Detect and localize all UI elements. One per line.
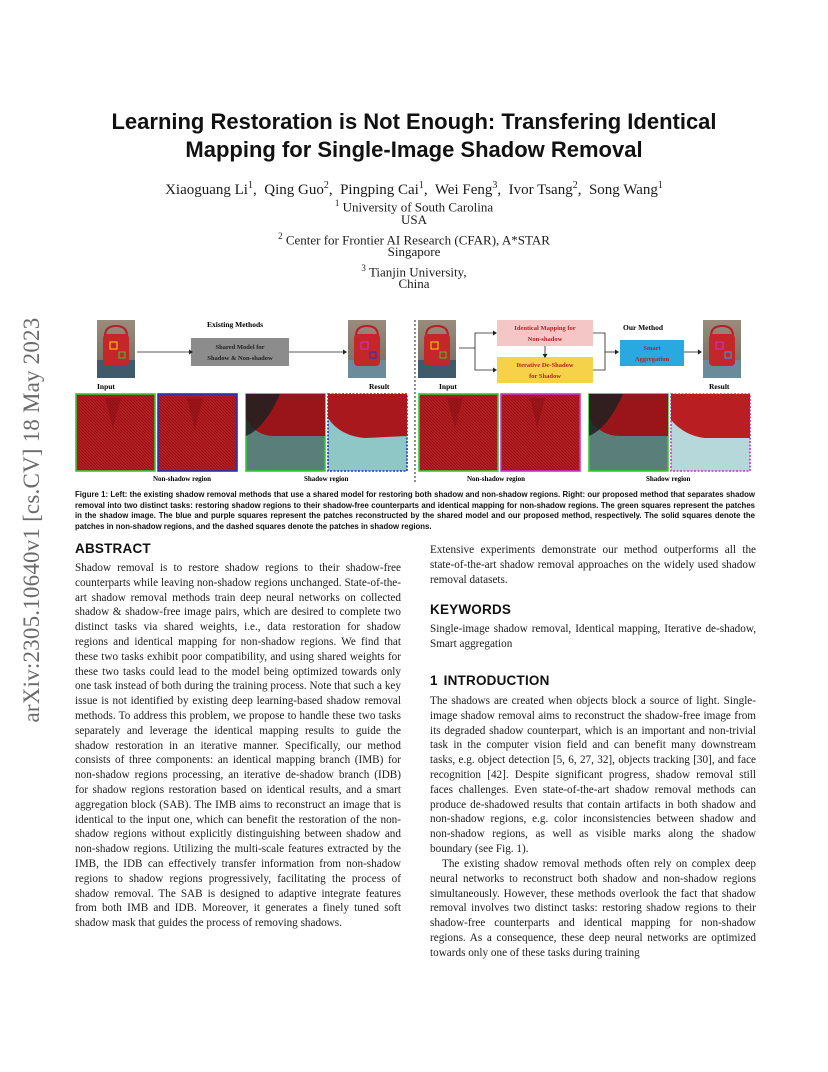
- left-result-label: Result: [369, 382, 390, 391]
- author-list: Xiaoguang Li$^1$, Qing Guo$^2$, Pingping Cai$^1$, Wei Feng$^3$, Ivor Tsang$^2$, Song Wang$^1$: [165, 180, 663, 198]
- title-line-2: Mapping for Single-Image Shadow Removal: [185, 137, 643, 162]
- identical-mapping-line-1: Identical Mapping for: [514, 325, 576, 332]
- arxiv-stamp: arXiv:2305.10640v1 [cs.CV] 18 May 2023: [19, 317, 44, 723]
- author: Ivor Tsang$^2$: [508, 180, 578, 198]
- affiliation-1-country: USA: [400, 212, 427, 227]
- affiliation-1: $^1$ University of South Carolina: [334, 198, 494, 215]
- title-line-1: Learning Restoration is Not Enough: Transfering Identical: [111, 109, 717, 134]
- author: Pingping Cai$^1$: [340, 180, 424, 198]
- author: Song Wang$^1$: [588, 180, 663, 198]
- right-result-image: [703, 320, 741, 378]
- right-result-label: Result: [709, 382, 730, 391]
- abstract-continuation: Extensive experiments demonstrate our method outperforms all the state-of-the-art shadow removal approaches on the widely used shadow removal datasets.: [430, 544, 756, 586]
- left-shadow-patch-shared: [328, 394, 407, 471]
- affiliation-2: $^2$ Center for Frontier AI Research (CFAR), A*STAR: [278, 231, 550, 248]
- iterative-deshadow-line-2: for Shadow: [529, 373, 561, 380]
- affiliation-3-country: China: [398, 276, 430, 291]
- right-nonshadow-patch-input: [419, 394, 498, 471]
- right-input-label: Input: [439, 382, 457, 391]
- figure-1-graphic: [75, 318, 755, 486]
- left-input-label: Input: [97, 382, 115, 391]
- affiliation-2-country: Singapore: [387, 244, 441, 259]
- left-nonshadow-patch-shared: [158, 394, 237, 471]
- author: Xiaoguang Li$^1$: [165, 180, 253, 198]
- arxiv-stamp-container: [10, 270, 54, 770]
- paper-title: [80, 108, 748, 164]
- right-input-image: [418, 320, 456, 378]
- iterative-deshadow-line-1: Iterative De-Shadow: [516, 362, 574, 369]
- keywords-body: Single-image shadow removal, Identical mapping, Iterative de-shadow, Smart aggregation: [430, 623, 756, 650]
- right-shadow-patch-input: [589, 394, 668, 471]
- author: Wei Feng$^3$: [434, 180, 498, 198]
- smart-aggregation-line-2: Aggregation: [634, 356, 670, 363]
- right-shadow-label: Shadow region: [646, 475, 691, 483]
- shared-model-line-2: Shadow & Non-shadow: [207, 355, 273, 362]
- author: Qing Guo$^2$: [264, 180, 329, 198]
- left-shadow-label: Shadow region: [304, 475, 349, 483]
- right-nonshadow-patch-ours: [501, 394, 580, 471]
- keywords-heading: KEYWORDS: [430, 602, 512, 617]
- left-nonshadow-label: Non-shadow region: [153, 475, 212, 483]
- shared-model-line-1: Shared Model for: [215, 344, 265, 351]
- left-nonshadow-patch-input: [76, 394, 155, 471]
- figure-caption: Figure 1: Left: the existing shadow removal methods that use a shared model for restoring both shadow and non-shadow regions. Right: our proposed method that separates shadow removal into two distinct tasks: restoring shadow regions to their shadow-free counterparts and identical mapping for non-shadow regions. The green squares represent the patches in the shadow image. The blue and purple squares represent the patches reconstructed by the shared model and our proposed method, respectively. The solid squares denote the patches in non-shadow regions, and the dashed squares denote the patches in shadow regions.: [75, 490, 755, 531]
- abstract-heading: ABSTRACT: [75, 541, 151, 556]
- left-input-image: [97, 320, 135, 378]
- right-nonshadow-label: Non-shadow region: [467, 475, 526, 483]
- affiliation-3: $^3$ Tianjin University,: [361, 263, 467, 280]
- right-shadow-patch-ours: [671, 394, 750, 471]
- identical-mapping-line-2: Non-shadow: [527, 336, 563, 343]
- abstract-body: Shadow removal is to restore shadow regions to their shadow-free counterparts while leaving non-shadow regions unchanged. State-of-the-art shadow removal methods train deep neural networks on collected shadow & shadow-free image pairs, which are desired to complete two distinct tasks via shared weights, i.e., data restoration for shadow regions and identical mapping for non-shadow regions. We find that these two tasks exhibit poor compatibility, and using shared weights for these two tasks could lead to the model being optimized towards only one task instead of both during the training process. Note that such a key issue is not identified by existing deep learning-based shadow removal methods. To address this problem, we propose to handle these two tasks separately and leverage the identical mapping results to guide the shadow restoration in an iterative manner. Specifically, our method consists of three components: an identical mapping branch (IMB) for non-shadow regions processing, an iterative de-shadow branch (IDB) for shadow regions restoration based on identical results, and a smart aggregation block (SAB). The IMB aims to reconstruct an image that is identical to the input one, which can benefit the restoration of the non-shadow regions without explicitly distinguishing between shadow and non-shadow regions. Utilizing the multi-scale features extracted by the IMB, the IDB can effectively transfer information from non-shadow regions to shadow regions progressively, facilitating the process of shadow removal. The SAB is designed to adaptive integrate features from both IMB and IDB. Moreover, it generates a finely tuned soft shadow mask that guides the process of removing shadows.: [75, 562, 401, 930]
- existing-methods-label: Existing Methods: [207, 320, 264, 329]
- figure-1: [75, 318, 755, 486]
- introduction-paragraph-2: The existing shadow removal methods often rely on complex deep neural networks to reconstruct both shadow and non-shadow regions simultaneously. However, these methods overlook the fact that shadow removal involves two distinct tasks: restoring shadow regions to their shadow-free counterparts and identical mapping for non-shadow regions. As a consequence, these deep neural networks are optimized towards only one of these tasks during training: [430, 858, 756, 959]
- introduction-heading: 1 INTRODUCTION: [430, 673, 550, 688]
- left-result-image: [348, 320, 386, 378]
- introduction-paragraph-1: The shadows are created when objects block a source of light. Single-image shadow removal aims to reconstruct the shadow-free image from its degraded shadow counterpart, which is an important and non-trivial task in the computer vision field and can benefit many downstream tasks, e.g. object detection [5, 6, 27, 32], objects tracking [30], and face recognition [42]. Despite significant progress, shadow removal still faces challenges. Even state-of-the-art shadow removal methods can produce de-shadowed results that contain artifacts in both shadow and non-shadow regions, e.g. color inconsistencies between shadow and non-shadow regions, as well as visible marks along the shadow boundary (see Fig. 1).: [430, 695, 756, 855]
- smart-aggregation-line-1: Smart: [643, 345, 661, 352]
- our-method-label: Our Method: [623, 323, 664, 332]
- left-shadow-patch-input: [246, 394, 325, 471]
